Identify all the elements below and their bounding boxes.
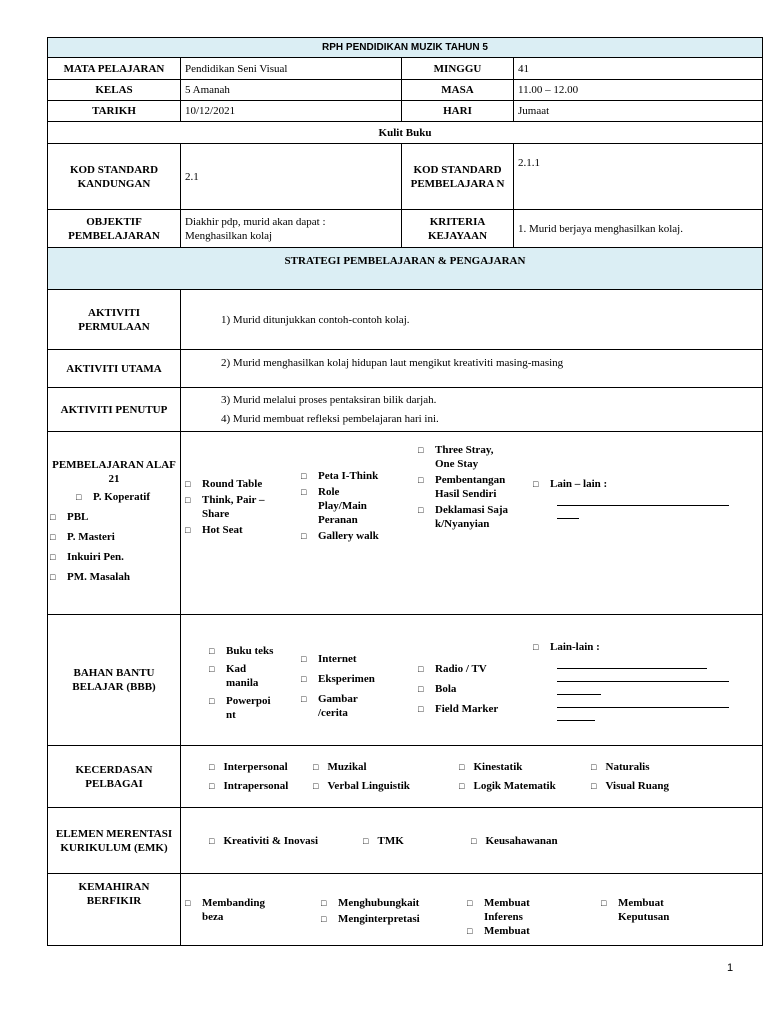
ksp-value: 2.1.1 — [514, 144, 763, 210]
fill-line[interactable] — [557, 695, 729, 708]
bbb-label: BAHAN BANTU BELAJAR (BBB) — [48, 615, 181, 746]
checkbox-icon[interactable]: □ — [418, 664, 424, 674]
ksk-value: 2.1 — [181, 144, 402, 210]
penutup-line-2: 4) Murid membuat refleksi pembelajaran hari ini. — [221, 413, 439, 425]
strategy-header: STRATEGI PEMBELAJARAN & PENGAJARAN — [48, 248, 763, 290]
checkbox-icon[interactable]: □ — [418, 445, 424, 455]
penutup-line-1: 3) Murid melalui proses pentaksiran bilik darjah. — [221, 394, 437, 406]
masa-value: 11.00 – 12.00 — [514, 80, 763, 101]
option-role-play: Role Play/Main Peranan — [318, 486, 367, 526]
checkbox-icon[interactable]: □ — [301, 674, 307, 684]
checkbox-icon[interactable]: □ — [591, 781, 597, 791]
option-kinestatik: Kinestatik — [473, 761, 523, 773]
option-internet: Internet — [318, 653, 357, 665]
option-lain-lain: Lain-lain : — [550, 641, 600, 653]
ksp-label: KOD STANDARD PEMBELAJARA N — [402, 144, 514, 210]
option-gallery-walk: Gallery walk — [318, 530, 379, 542]
checkbox-icon[interactable]: □ — [459, 762, 465, 772]
checkbox-icon[interactable]: □ — [301, 531, 307, 541]
option-peta-ithink: Peta I-Think — [318, 470, 379, 482]
option-round-table: Round Table — [202, 478, 263, 490]
option-verbal-linguistik: Verbal Linguistik — [327, 780, 410, 792]
option-field-marker: Field Marker — [435, 703, 499, 715]
checkbox-icon[interactable]: □ — [313, 762, 319, 772]
penutup-label: AKTIVITI PENUTUP — [48, 388, 181, 432]
checkbox-icon[interactable]: □ — [185, 479, 191, 489]
option-gambar-cerita: Gambar /cerita — [318, 693, 358, 719]
pak21-left-item: □ Inkuiri Pen. — [50, 551, 124, 563]
checkbox-icon[interactable]: □ — [418, 704, 424, 714]
checkbox-icon[interactable]: □ — [209, 664, 215, 674]
checkbox-icon[interactable]: □ — [313, 781, 319, 791]
option-menghubungkait: Menghubungkait — [338, 896, 420, 909]
option-naturalis: Naturalis — [605, 761, 650, 773]
checkbox-icon[interactable]: □ — [209, 781, 215, 791]
option-interpersonal: Interpersonal — [223, 761, 288, 773]
option-membuat-keputusan: Membuat Keputusan — [618, 896, 670, 923]
permulaan-value: 1) Murid ditunjukkan contoh-contoh kolaj. — [181, 290, 763, 350]
option-intrapersonal: Intrapersonal — [223, 780, 289, 792]
document-title: RPH PENDIDIKAN MUZIK TAHUN 5 — [48, 38, 763, 58]
checkbox-icon[interactable]: □ — [209, 835, 215, 846]
option-keusahawanan: Keusahawanan — [485, 834, 558, 847]
objektif-line-2: Menghasilkan kolaj — [185, 229, 273, 242]
minggu-value: 41 — [514, 58, 763, 80]
checkbox-icon[interactable]: □ — [301, 694, 307, 704]
checkbox-icon[interactable]: □ — [321, 897, 327, 908]
checkbox-icon[interactable]: □ — [467, 925, 473, 936]
checkbox-icon[interactable]: □ — [459, 781, 465, 791]
minggu-label: MINGGU — [402, 58, 514, 80]
tarikh-value: 10/12/2021 — [181, 101, 402, 122]
option-kreativiti-inovasi: Kreativiti & Inovasi — [223, 834, 319, 847]
kemahiran-label: KEMAHIRAN BERFIKIR — [48, 874, 181, 946]
hari-label: HARI — [402, 101, 514, 122]
permulaan-label: AKTIVITI PERMULAAN — [48, 290, 181, 350]
mata-pelajaran-label: MATA PELAJARAN — [48, 58, 181, 80]
checkbox-icon[interactable]: □ — [50, 572, 56, 582]
fill-line[interactable] — [557, 506, 579, 519]
pak21-cell — [48, 432, 181, 615]
fill-line[interactable] — [557, 656, 707, 669]
objektif-value — [181, 210, 402, 248]
masa-label: MASA — [402, 80, 514, 101]
kecerdasan-options — [181, 746, 763, 808]
pak21-col-2 — [301, 467, 411, 545]
fill-line[interactable] — [557, 669, 729, 682]
emk-label: ELEMEN MERENTASI KURIKULUM (EMK) — [48, 808, 181, 874]
checkbox-icon[interactable]: □ — [301, 487, 307, 497]
checkbox-icon[interactable]: □ — [76, 492, 82, 502]
ksk-label: KOD STANDARD KANDUNGAN — [48, 144, 181, 210]
checkbox-icon[interactable]: □ — [50, 552, 56, 562]
option-tmk: TMK — [377, 834, 404, 847]
option-buku-teks: Buku teks — [226, 645, 274, 657]
option-membanding-beza: Membanding beza — [202, 896, 265, 923]
pak21-col-1 — [185, 475, 295, 539]
pak21-col-4 — [533, 475, 729, 519]
option-think-pair-share: Think, Pair – Share — [202, 494, 265, 520]
checkbox-icon[interactable]: □ — [601, 897, 607, 908]
pak21-left-item: □ P. Koperatif — [76, 491, 151, 503]
option-lain-lain: Lain – lain : — [550, 478, 608, 490]
option-three-stray: Three Stray, One Stay — [435, 444, 494, 470]
option-menginterpretasi: Menginterpretasi — [338, 912, 420, 925]
pak21-col-3 — [418, 441, 528, 533]
kriteria-value: 1. Murid berjaya menghasilkan kolaj. — [514, 210, 763, 248]
kecerdasan-label: KECERDASAN PELBAGAI — [48, 746, 181, 808]
checkbox-icon[interactable]: □ — [418, 475, 424, 485]
option-visual-ruang: Visual Ruang — [605, 780, 669, 792]
checkbox-icon[interactable]: □ — [301, 654, 307, 664]
bbb-col-4 — [533, 638, 729, 721]
hari-value: Jumaat — [514, 101, 763, 122]
penutup-value — [181, 388, 763, 432]
pak21-left-item: □ P. Masteri — [50, 531, 115, 543]
checkbox-icon[interactable]: □ — [209, 762, 215, 772]
option-membuat-inferens: Membuat Inferens — [484, 896, 530, 923]
checkbox-icon[interactable]: □ — [185, 525, 191, 535]
checkbox-icon[interactable]: □ — [50, 532, 56, 542]
kelas-label: KELAS — [48, 80, 181, 101]
rph-table — [47, 37, 763, 946]
checkbox-icon[interactable]: □ — [185, 897, 191, 908]
fill-line[interactable] — [557, 493, 729, 506]
checkbox-icon[interactable]: □ — [418, 505, 424, 515]
pak21-label: PEMBELAJARAN ALAF 21 — [52, 459, 176, 485]
checkbox-icon[interactable]: □ — [321, 913, 327, 924]
mata-pelajaran-value: Pendidikan Seni Visual — [181, 58, 402, 80]
pak21-left-item: □ PM. Masalah — [50, 571, 130, 583]
option-bola: Bola — [435, 683, 457, 695]
bbb-options — [181, 615, 763, 746]
bbb-col-2 — [301, 650, 411, 722]
checkbox-icon[interactable]: □ — [471, 835, 477, 846]
pak21-left-item: □ PBL — [50, 511, 89, 523]
kelas-value: 5 Amanah — [181, 80, 402, 101]
checkbox-icon[interactable]: □ — [533, 479, 539, 489]
utama-label: AKTIVITI UTAMA — [48, 350, 181, 388]
option-kad-manila: Kad manila — [226, 663, 259, 689]
checkbox-icon[interactable]: □ — [209, 646, 215, 656]
fill-line[interactable] — [557, 682, 601, 695]
checkbox-icon[interactable]: □ — [363, 835, 369, 846]
checkbox-icon[interactable]: □ — [418, 684, 424, 694]
checkbox-icon[interactable]: □ — [467, 897, 473, 908]
tarikh-label: TARIKH — [48, 101, 181, 122]
option-hot-seat: Hot Seat — [202, 524, 243, 536]
bbb-col-3 — [418, 660, 528, 718]
option-radio-tv: Radio / TV — [435, 663, 487, 675]
option-powerpoint: Powerpoint — [226, 695, 271, 721]
option-deklamasi: Deklamasi Sajak/Nyanyian — [435, 504, 509, 530]
page-number: 1 — [727, 962, 734, 974]
option-muzikal: Muzikal — [327, 761, 367, 773]
utama-value: 2) Murid menghasilkan kolaj hidupan laut mengikut kreativiti masing-masing — [181, 350, 763, 388]
objektif-line-1: Diakhir pdp, murid akan dapat : — [185, 215, 326, 228]
checkbox-icon[interactable]: □ — [301, 471, 307, 481]
bbb-col-1 — [209, 642, 293, 724]
checkbox-icon[interactable]: □ — [50, 512, 56, 522]
option-eksperimen: Eksperimen — [318, 673, 375, 685]
fill-line[interactable] — [557, 708, 595, 721]
kriteria-label: KRITERIA KEJAYAAN — [402, 210, 514, 248]
topic-title: Kulit Buku — [48, 122, 763, 144]
kemahiran-options — [181, 874, 763, 946]
option-pembentangan: Pembentangan Hasil Sendiri — [435, 474, 506, 500]
objektif-label: OBJEKTIF PEMBELAJARAN — [48, 210, 181, 248]
checkbox-icon[interactable]: □ — [185, 495, 191, 505]
checkbox-icon[interactable]: □ — [591, 762, 597, 772]
option-logik-matematik: Logik Matematik — [473, 780, 556, 792]
checkbox-icon[interactable]: □ — [209, 696, 215, 706]
option-membuat: Membuat — [484, 924, 530, 937]
emk-options — [181, 808, 763, 874]
checkbox-icon[interactable]: □ — [533, 642, 539, 652]
pak21-options — [181, 432, 763, 615]
